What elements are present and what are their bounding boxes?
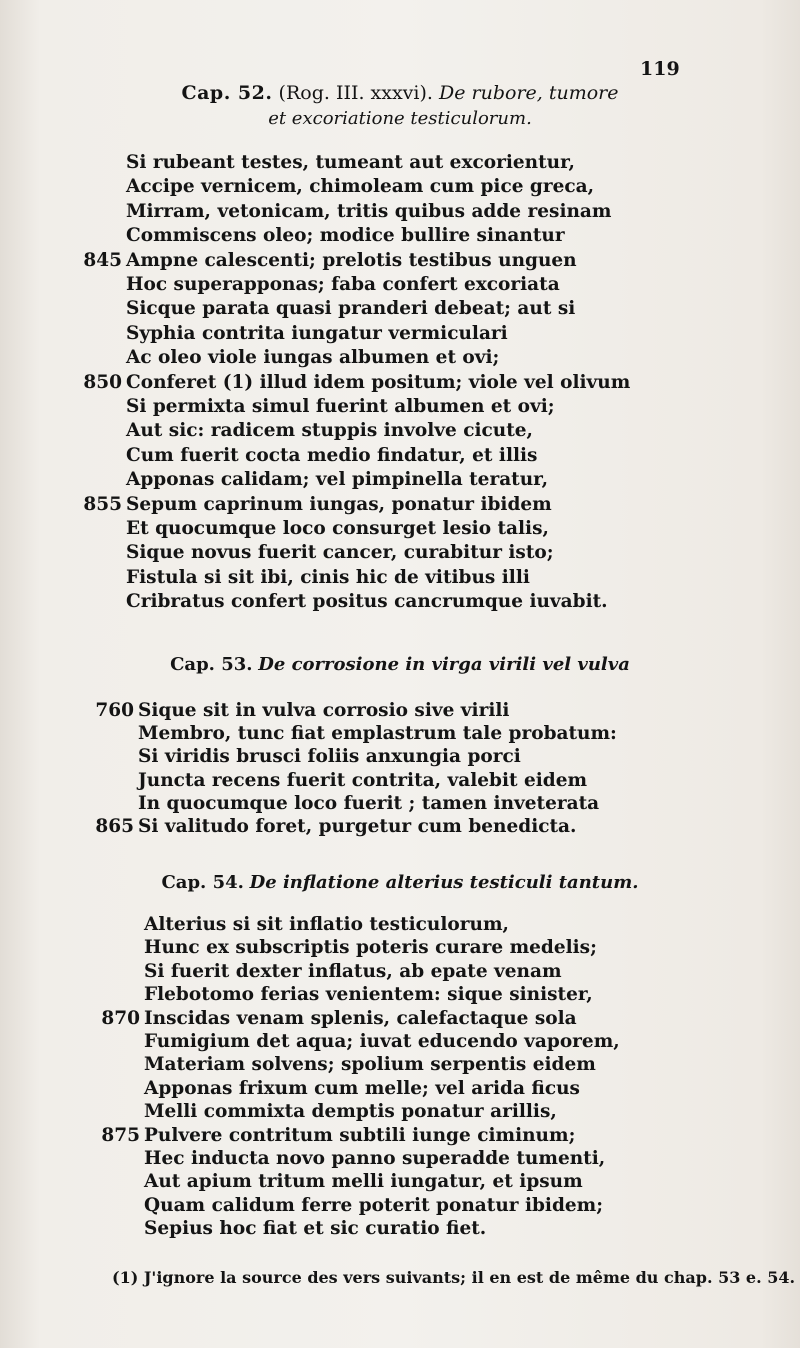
verse-text: Fumigium det aqua; iuvat educendo vaporem, [144, 1031, 620, 1052]
verse-number: 845 [83, 249, 122, 271]
chapter-53-heading [0, 654, 800, 675]
verse-text: Aut apium tritum melli iungatur, et ipsum [144, 1171, 583, 1193]
verse-line [0, 469, 800, 493]
verse-number: 865 [95, 816, 134, 837]
verse-text: Si rubeant testes, tumeant aut excorientur, [126, 152, 575, 173]
verse-line [0, 1008, 800, 1032]
verse-text: Ac oleo viole iungas albumen et ovi; [126, 347, 500, 369]
verse-line [0, 176, 800, 200]
verse-line [0, 567, 800, 591]
verse-text: Sicque parata quasi pranderi debeat; aut si [126, 298, 576, 320]
chapter-52-title-line2: et excoriatione testiculorum. [268, 108, 532, 129]
verse-line [0, 347, 800, 371]
verse-text: Inscidas venam splenis, calefactaque sola [144, 1007, 577, 1029]
verse-text: Apponas frixum cum melle; vel arida ficus [144, 1077, 580, 1099]
verse-text: Syphia contrita iungatur vermiculari [126, 322, 508, 344]
verse-line [0, 1078, 800, 1102]
verse-text: Accipe vernicem, chimoleam cum pice greca, [126, 176, 595, 198]
verse-line [0, 1148, 800, 1172]
verse-text: Aut sic: radicem stuppis involve cicute, [126, 420, 533, 442]
verse-line [0, 1195, 800, 1219]
verse-line [0, 816, 800, 840]
verse-text: Ampne calescenti; prelotis testibus unguen [126, 249, 577, 271]
verse-text: Et quocumque loco consurget lesio talis, [126, 518, 549, 539]
verse-line [0, 746, 800, 770]
verse-text: Cum fuerit cocta medio findatur, et illis [126, 444, 538, 466]
chapter-52-ref: (Rog. III. xxxvi). [278, 82, 433, 104]
verse-line [0, 250, 800, 274]
footnote: (1) J'ignore la source des vers suivants; il en est de même du chap. 53 e. 54. [112, 1268, 796, 1287]
verse-line [0, 1031, 800, 1055]
verse-line [0, 396, 800, 420]
verse-line [0, 914, 800, 938]
verse-line [0, 1125, 800, 1149]
verse-line [0, 494, 800, 518]
verse-text: In quocumque loco fuerit ; tamen inveterata [138, 792, 600, 814]
chapter-54-heading [0, 872, 800, 893]
verse-text: Si valitudo foret, purgetur cum benedicta. [138, 816, 577, 837]
verse-text: Fistula si sit ibi, cinis hic de vitibus illi [126, 566, 530, 588]
page-number: 119 [640, 58, 680, 80]
verse-line [0, 723, 800, 747]
verse-text: Si permixta simul fuerint albumen et ovi; [126, 396, 555, 417]
verse-number: 875 [101, 1124, 140, 1146]
verse-line [0, 323, 800, 347]
chapter-53-label: Cap. 53. [170, 654, 253, 675]
verse-text: Conferet (1) illud idem positum; viole vel olivum [126, 371, 631, 393]
verse-line [0, 984, 800, 1008]
verse-line [0, 372, 800, 396]
verse-line [0, 793, 800, 817]
verse-line [0, 1218, 800, 1242]
chapter-52-label: Cap. 52. [181, 82, 273, 104]
verse-line [0, 770, 800, 794]
verse-text: Cribratus confert positus cancrumque iuvabit. [126, 591, 608, 613]
verse-line [0, 518, 800, 542]
verse-text: Si fuerit dexter inflatus, ab epate venam [144, 960, 562, 982]
verse-line [0, 225, 800, 249]
chapter-52-heading [0, 82, 800, 104]
verse-text: Mirram, vetonicam, tritis quibus adde resinam [126, 200, 612, 222]
verse-line [0, 591, 800, 615]
verse-number: 870 [101, 1007, 140, 1029]
verse-line [0, 445, 800, 469]
verse-line [0, 201, 800, 225]
verse-text: Sique novus fuerit cancer, curabitur isto; [126, 542, 554, 564]
verse-number: 760 [95, 700, 134, 721]
verse-line [0, 961, 800, 985]
verse-line [0, 152, 800, 176]
verse-text: Membro, tunc fiat emplastrum tale probatum: [138, 723, 617, 745]
verse-text: Juncta recens fuerit contrita, valebit eidem [138, 769, 588, 791]
verse-line [0, 937, 800, 961]
verse-line [0, 700, 800, 724]
verse-text: Pulvere contritum subtili iunge ciminum; [144, 1124, 576, 1146]
verse-line [0, 1054, 800, 1078]
verse-text: Alterius si sit inflatio testiculorum, [144, 914, 509, 935]
verse-line [0, 298, 800, 322]
verse-number: 855 [83, 493, 122, 515]
chapter-52-title: De rubore, tumore [439, 82, 619, 104]
verse-text: Quam calidum ferre poterit ponatur ibidem; [144, 1194, 604, 1216]
verse-number: 850 [83, 371, 122, 393]
chapter-53-title: De corrosione in virga virili vel vulva [258, 654, 630, 675]
verse-text: Hec inducta novo panno superadde tumenti, [144, 1148, 606, 1169]
verse-line [0, 542, 800, 566]
verse-text: Sepius hoc fiat et sic curatio fiet. [144, 1218, 487, 1240]
verse-text: Hunc ex subscriptis poteris curare medelis; [144, 937, 597, 959]
verse-line [0, 1171, 800, 1195]
verse-text: Apponas calidam; vel pimpinella teratur, [126, 469, 549, 491]
verse-text: Commiscens oleo; modice bullire sinantur [126, 225, 565, 247]
verse-line [0, 420, 800, 444]
verse-line [0, 1101, 800, 1125]
verse-text: Sique sit in vulva corrosio sive virili [138, 700, 510, 721]
verse-text: Hoc superapponas; faba confert excoriata [126, 274, 560, 295]
verse-text: Flebotomo ferias venientem: sique sinister, [144, 984, 593, 1006]
verse-line [0, 274, 800, 298]
verse-text: Si viridis brusci foliis anxungia porci [138, 746, 521, 768]
verse-text: Materiam solvens; spolium serpentis eidem [144, 1054, 596, 1076]
chapter-54-title: De inflatione alterius testiculi tantum. [249, 872, 639, 893]
chapter-54-label: Cap. 54. [161, 872, 244, 893]
verse-text: Melli commixta demptis ponatur arillis, [144, 1101, 557, 1123]
verse-text: Sepum caprinum iungas, ponatur ibidem [126, 493, 552, 515]
